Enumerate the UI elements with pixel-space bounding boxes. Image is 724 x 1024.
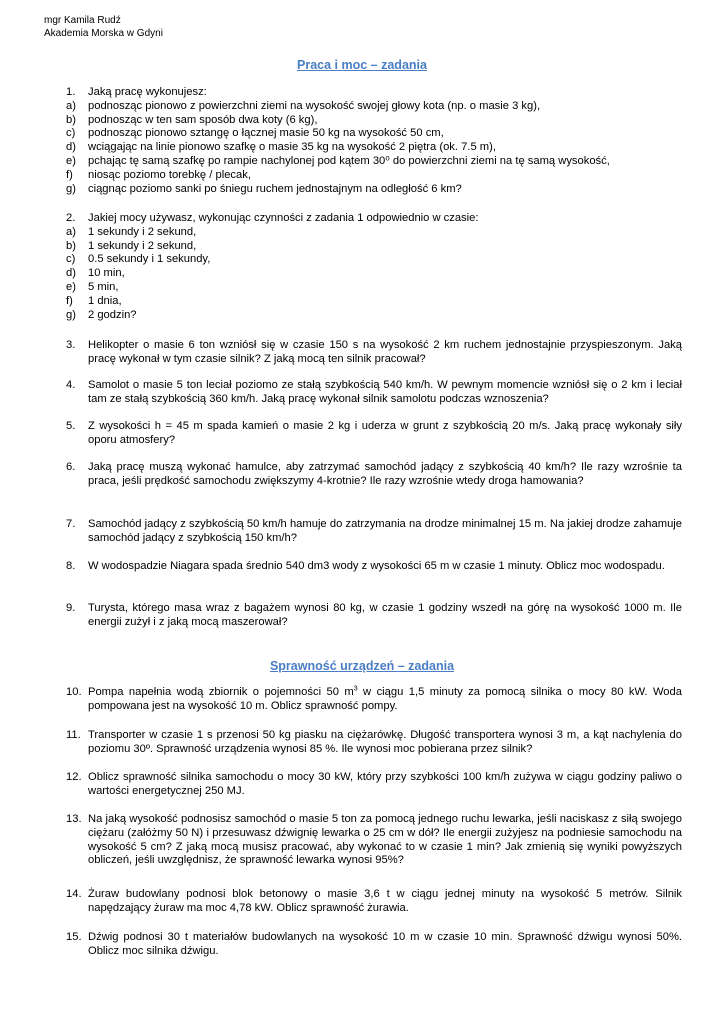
sub-text: pchając tę samą szafkę po rampie nachylonej pod kątem 30⁰ do powierzchni ziemi na tę samą wysokość, (88, 154, 610, 167)
sub-text: niosąc poziomo torebkę / plecak, (88, 168, 251, 181)
superscript: 3 (353, 685, 358, 693)
question-number: 10. (66, 686, 82, 698)
sub-text: 5 min, (88, 280, 119, 293)
document-header (44, 14, 163, 40)
sub-text: 1 sekundy i 2 sekund, (88, 239, 197, 252)
question-8 (66, 560, 682, 574)
question-13 (66, 813, 682, 868)
question-text: Oblicz sprawność silnika samochodu o mocy 30 kW, który przy szybkości 100 km/h zużywa w ciągu godziny paliwo o wartości energetycznej 250 MJ. (88, 771, 682, 797)
sub-letter: d) (66, 267, 76, 280)
sub-item (66, 281, 682, 295)
sub-letter: e) (66, 154, 76, 167)
question-5 (66, 420, 682, 448)
sub-item (66, 114, 682, 128)
sub-text: podnosząc pionowo sztangę o łącznej masie 50 kg na wysokość 50 cm, (88, 127, 444, 140)
sub-item (66, 183, 682, 197)
sub-text: ciągnąc poziomo sanki po śniegu ruchem jednostajnym na odległość 6 km? (88, 182, 462, 195)
sub-text: 2 godzin? (88, 308, 137, 321)
question-14 (66, 888, 682, 916)
question-12 (66, 771, 682, 799)
question-text-part: Pompa napełnia wodą zbiornik o pojemności 50 m (88, 686, 354, 698)
sub-item (66, 267, 682, 281)
question-number: 9. (66, 602, 76, 614)
sub-text: 10 min, (88, 267, 125, 280)
author-name: mgr Kamila Rudź (44, 15, 121, 26)
question-number: 4. (66, 379, 76, 391)
sub-letter: b) (66, 239, 76, 252)
question-text: Helikopter o masie 6 ton wzniósł się w czasie 150 s na wysokość 2 km ruchem jednostajnie przyspieszonym. Jaką pracę wykonał w tym czasie silnik? Z jaką mocą ten silnik pracował? (88, 339, 682, 365)
sub-text: 1 sekundy i 2 sekund, (88, 225, 197, 238)
question-text: Z wysokości h = 45 m spada kamień o masie 2 kg i uderza w grunt z szybkością 20 m/s. Jaką pracę wykonały siły oporu atmosfery? (88, 420, 682, 446)
sub-item (66, 127, 682, 141)
sub-letter: f) (66, 294, 73, 307)
sub-letter: a) (66, 99, 76, 112)
question-text: Żuraw budowlany podnosi blok betonowy o masie 3,6 t w ciągu jednej minuty na wysokość 5 metrów. Silnik napędzający żuraw ma moc 4,78 kW. Oblicz sprawność żurawia. (88, 888, 682, 914)
sub-letter: g) (66, 308, 76, 321)
question-15 (66, 931, 682, 959)
sub-letter: d) (66, 141, 76, 154)
sub-item (66, 155, 682, 169)
question-text-part: w ciągu 1,5 minuty za pomocą silnika o mocy 80 kW. Woda pompowana jest na wysokość 10 m. Oblicz sprawność pompy. (88, 686, 682, 712)
sub-letter: a) (66, 225, 76, 238)
question-1 (66, 86, 682, 196)
question-text: Jaką pracę wykonujesz: (88, 86, 207, 98)
sub-text: 0.5 sekundy i 1 sekundy, (88, 253, 211, 266)
sub-letter: g) (66, 182, 76, 195)
sub-letter: c) (66, 127, 76, 140)
question-3 (66, 339, 682, 367)
sub-text: wciągając na linie pionowo szafkę o masie 35 kg na wysokość 2 piętra (ok. 7.5 m), (88, 141, 496, 154)
question-number: 6. (66, 461, 76, 473)
sub-item (66, 169, 682, 183)
question-number: 14. (66, 888, 82, 900)
sub-item (66, 295, 682, 309)
question-number: 8. (66, 560, 76, 572)
question-text: Samolot o masie 5 ton leciał poziomo ze stałą szybkością 540 km/h. W pewnym momencie wzniósł się o 2 km i leciał tam ze stałą szybkością 360 km/h. Jaką pracę wykonał silnik samolotu podczas wznoszenia? (88, 379, 682, 405)
section-title-efficiency: Sprawność urządzeń – zadania (269, 659, 455, 673)
question-text: Na jaką wysokość podnosisz samochód o masie 5 ton za pomocą jednego ruchu lewarka, jeśli naciskasz z siłą swojego ciężaru (załóżmy 50 N) i przesuwasz dźwignię lewarka o 25 cm w dół? Ile energii zużyjesz na podniesie samochodu na wysokość 5 cm? Z jaką mocą musisz pracować, aby wykonać to w czasie 1 min? Jak zmienią się wyniki powyższych obliczeń, jeśli uwzględnisz, że sprawność lewarka wynosi 95%? (88, 813, 682, 867)
question-text: Jaką pracę muszą wykonać hamulce, aby zatrzymać samochód jadący z szybkością 40 km/h? Ile razy wzrośnie ta praca, jeśli prędkość samochodu zwiększymy 4-krotnie? Ile razy wzrośnie wtedy droga hamowania? (88, 461, 682, 487)
question-number: 3. (66, 339, 76, 351)
sub-item (66, 100, 682, 114)
question-number: 7. (66, 518, 76, 530)
question-number: 13. (66, 813, 82, 825)
question-9 (66, 602, 682, 630)
sub-item (66, 309, 682, 323)
sub-letter: f) (66, 168, 73, 181)
question-11 (66, 729, 682, 757)
sub-item (66, 226, 682, 240)
question-text: W wodospadzie Niagara spada średnio 540 dm3 wody z wysokości 65 m w czasie 1 minuty. Oblicz moc wodospadu. (88, 560, 665, 572)
question-number: 5. (66, 420, 76, 432)
sub-letter: b) (66, 113, 76, 126)
question-number: 11. (66, 729, 81, 741)
sub-text: podnosząc pionowo z powierzchni ziemi na wysokość swojej głowy kota (np. o masie 3 kg), (88, 99, 541, 112)
sub-item (66, 253, 682, 267)
question-text (88, 686, 682, 714)
question-text: Turysta, którego masa wraz z bagażem wynosi 80 kg, w czasie 1 godziny wszedł na górę na wysokość 1000 m. Ile energii zużył i z jaką mocą maszerował? (88, 602, 682, 628)
question-text: Samochód jadący z szybkością 50 km/h hamuje do zatrzymania na drodze minimalnej 15 m. Na jakiej drodze zahamuje samochód jadący z szybkością 150 km/h? (88, 518, 682, 544)
question-text: Dźwig podnosi 30 t materiałów budowlanych na wysokość 10 m w czasie 10 min. Sprawność dźwigu wynosi 50%. Oblicz moc silnika dźwigu. (88, 931, 682, 957)
sub-letter: c) (66, 253, 76, 266)
question-number: 2. (66, 212, 76, 224)
section-title-work: Praca i moc – zadania (297, 58, 427, 72)
sub-item (66, 240, 682, 254)
question-number: 12. (66, 771, 82, 783)
question-text: Transporter w czasie 1 s przenosi 50 kg piasku na ciężarówkę. Długość transportera wynosi 3 m, a kąt nachylenia do poziomu 30º. Sprawność urządzenia wynosi 85 %. Ile wynosi moc pobierana przez silnik? (88, 729, 682, 755)
sub-letter: e) (66, 280, 76, 293)
sub-text: 1 dnia, (88, 294, 122, 307)
sub-text: podnosząc w ten sam sposób dwa koty (6 kg), (88, 113, 318, 126)
question-4 (66, 379, 682, 407)
question-7 (66, 518, 682, 546)
question-number: 1. (66, 86, 76, 98)
sub-item (66, 141, 682, 155)
question-6 (66, 461, 682, 489)
question-2 (66, 212, 682, 322)
institution-name: Akademia Morska w Gdyni (44, 28, 163, 39)
question-10 (66, 686, 682, 714)
question-number: 15. (66, 931, 82, 943)
question-text: Jakiej mocy używasz, wykonując czynności z zadania 1 odpowiednio w czasie: (88, 212, 479, 224)
